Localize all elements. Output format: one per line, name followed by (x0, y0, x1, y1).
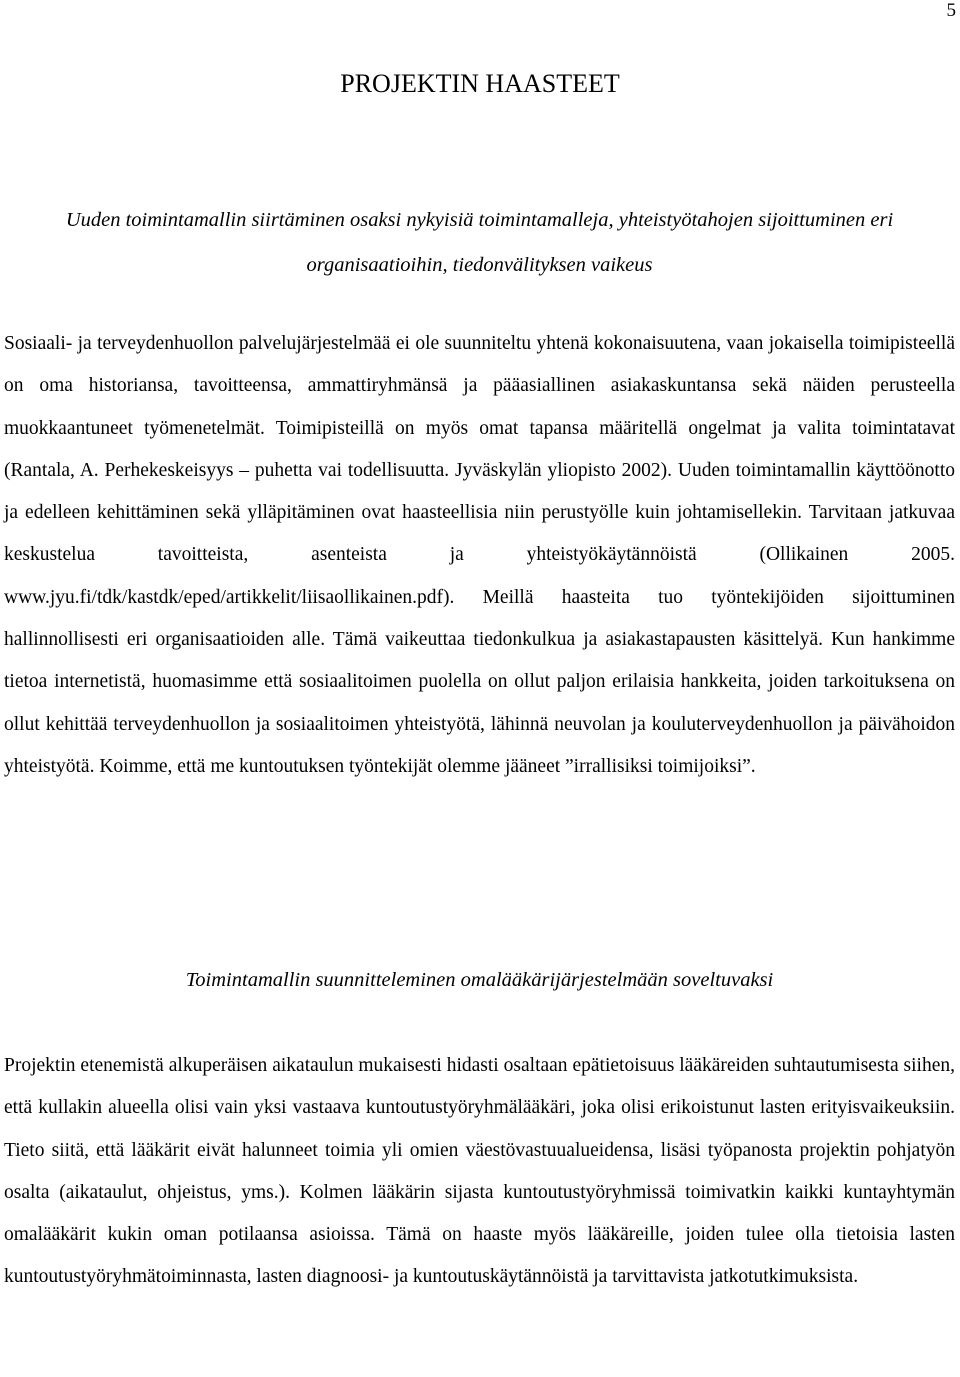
section-paragraph: Sosiaali- ja terveydenhuollon palvelujärjestelmää ei ole suunniteltu yhtenä kokonaisuutena, vaan jokaisella toimipisteellä on oma historiansa, tavoitteensa, ammattiryhmänsä ja pääasiallinen asiakaskuntansa sekä näiden perusteella muokkaantuneet työmenetelmät. Toimipisteillä on myös omat tapansa määritellä ongelmat ja valita toimintatavat (Rantala, A. Perhekeskeisyys – puhetta vai todellisuutta. Jyväskylän yliopisto 2002). Uuden toimintamallin käyttöönotto ja edelleen kehittäminen sekä ylläpitäminen ovat haasteellisia niin perustyölle kuin johtamisellekin. Tarvitaan jatkuvaa keskustelua tavoitteista, asenteista ja yhteistyökäytännöistä (Ollikainen 2005. www.jyu.fi/tdk/kastdk/eped/artikkelit/liisaollikainen.pdf). Meillä haasteita tuo työntekijöiden sijoittuminen hallinnollisesti eri organisaatioiden alle. Tämä vaikeuttaa tiedonkulkua ja asiakastapausten käsittelyä. Kun hankimme tietoa internetistä, huomasimme että sosiaalitoimen puolella on ollut paljon erilaisia hankkeita, joiden tarkoituksena on ollut kehittää terveydenhuollon ja sosiaalitoimen yhteistyötä, lähinnä neuvolan ja kouluterveydenhuollon ja päivähoidon yhteistyötä. Koimme, että me kuntoutuksen työntekijät olemme jääneet ”irrallisiksi toimijoiksi”. (4, 333, 955, 777)
section-paragraph: Projektin etenemistä alkuperäisen aikataulun mukaisesti hidasti osaltaan epätietoisuus lääkäreiden suhtautumisesta siihen, että kullakin alueella olisi vain yksi vastaava kuntoutustyöryhmälääkäri, joka olisi erikoistunut lasten erityisvaikeuksiin. Tieto siitä, että lääkärit eivät halunneet toimia yli omien väestövastuualueidensa, lisäsi työpanosta projektin pohjatyön osalta (aikataulut, ohjeistus, yms.). Kolmen lääkärin sijasta kuntoutustyöryhmissä toimivatkin kaikki kuntayhtymän omalääkärit kukin oman potilaansa asioissa. Tämä on haaste myös lääkäreille, joiden tulee olla tietoisia lasten kuntoutustyöryhmätoiminnasta, lasten diagnoosi- ja kuntoutuskäytännöistä ja tarvittavista jatkotutkimuksista. (4, 1055, 955, 1288)
section-heading: Uuden toimintamallin siirtäminen osaksi nykyisiä toimintamalleja, yhteistyötahojen sijoittuminen eri organisaatioihin, tiedonvälityksen vaikeus (65, 209, 894, 276)
page-number: 5 (946, 0, 956, 21)
page-title: PROJEKTIN HAASTEET (340, 69, 620, 98)
section-heading: Toimintamallin suunnitteleminen omalääkärijärjestelmään soveltuvaksi (185, 969, 774, 991)
